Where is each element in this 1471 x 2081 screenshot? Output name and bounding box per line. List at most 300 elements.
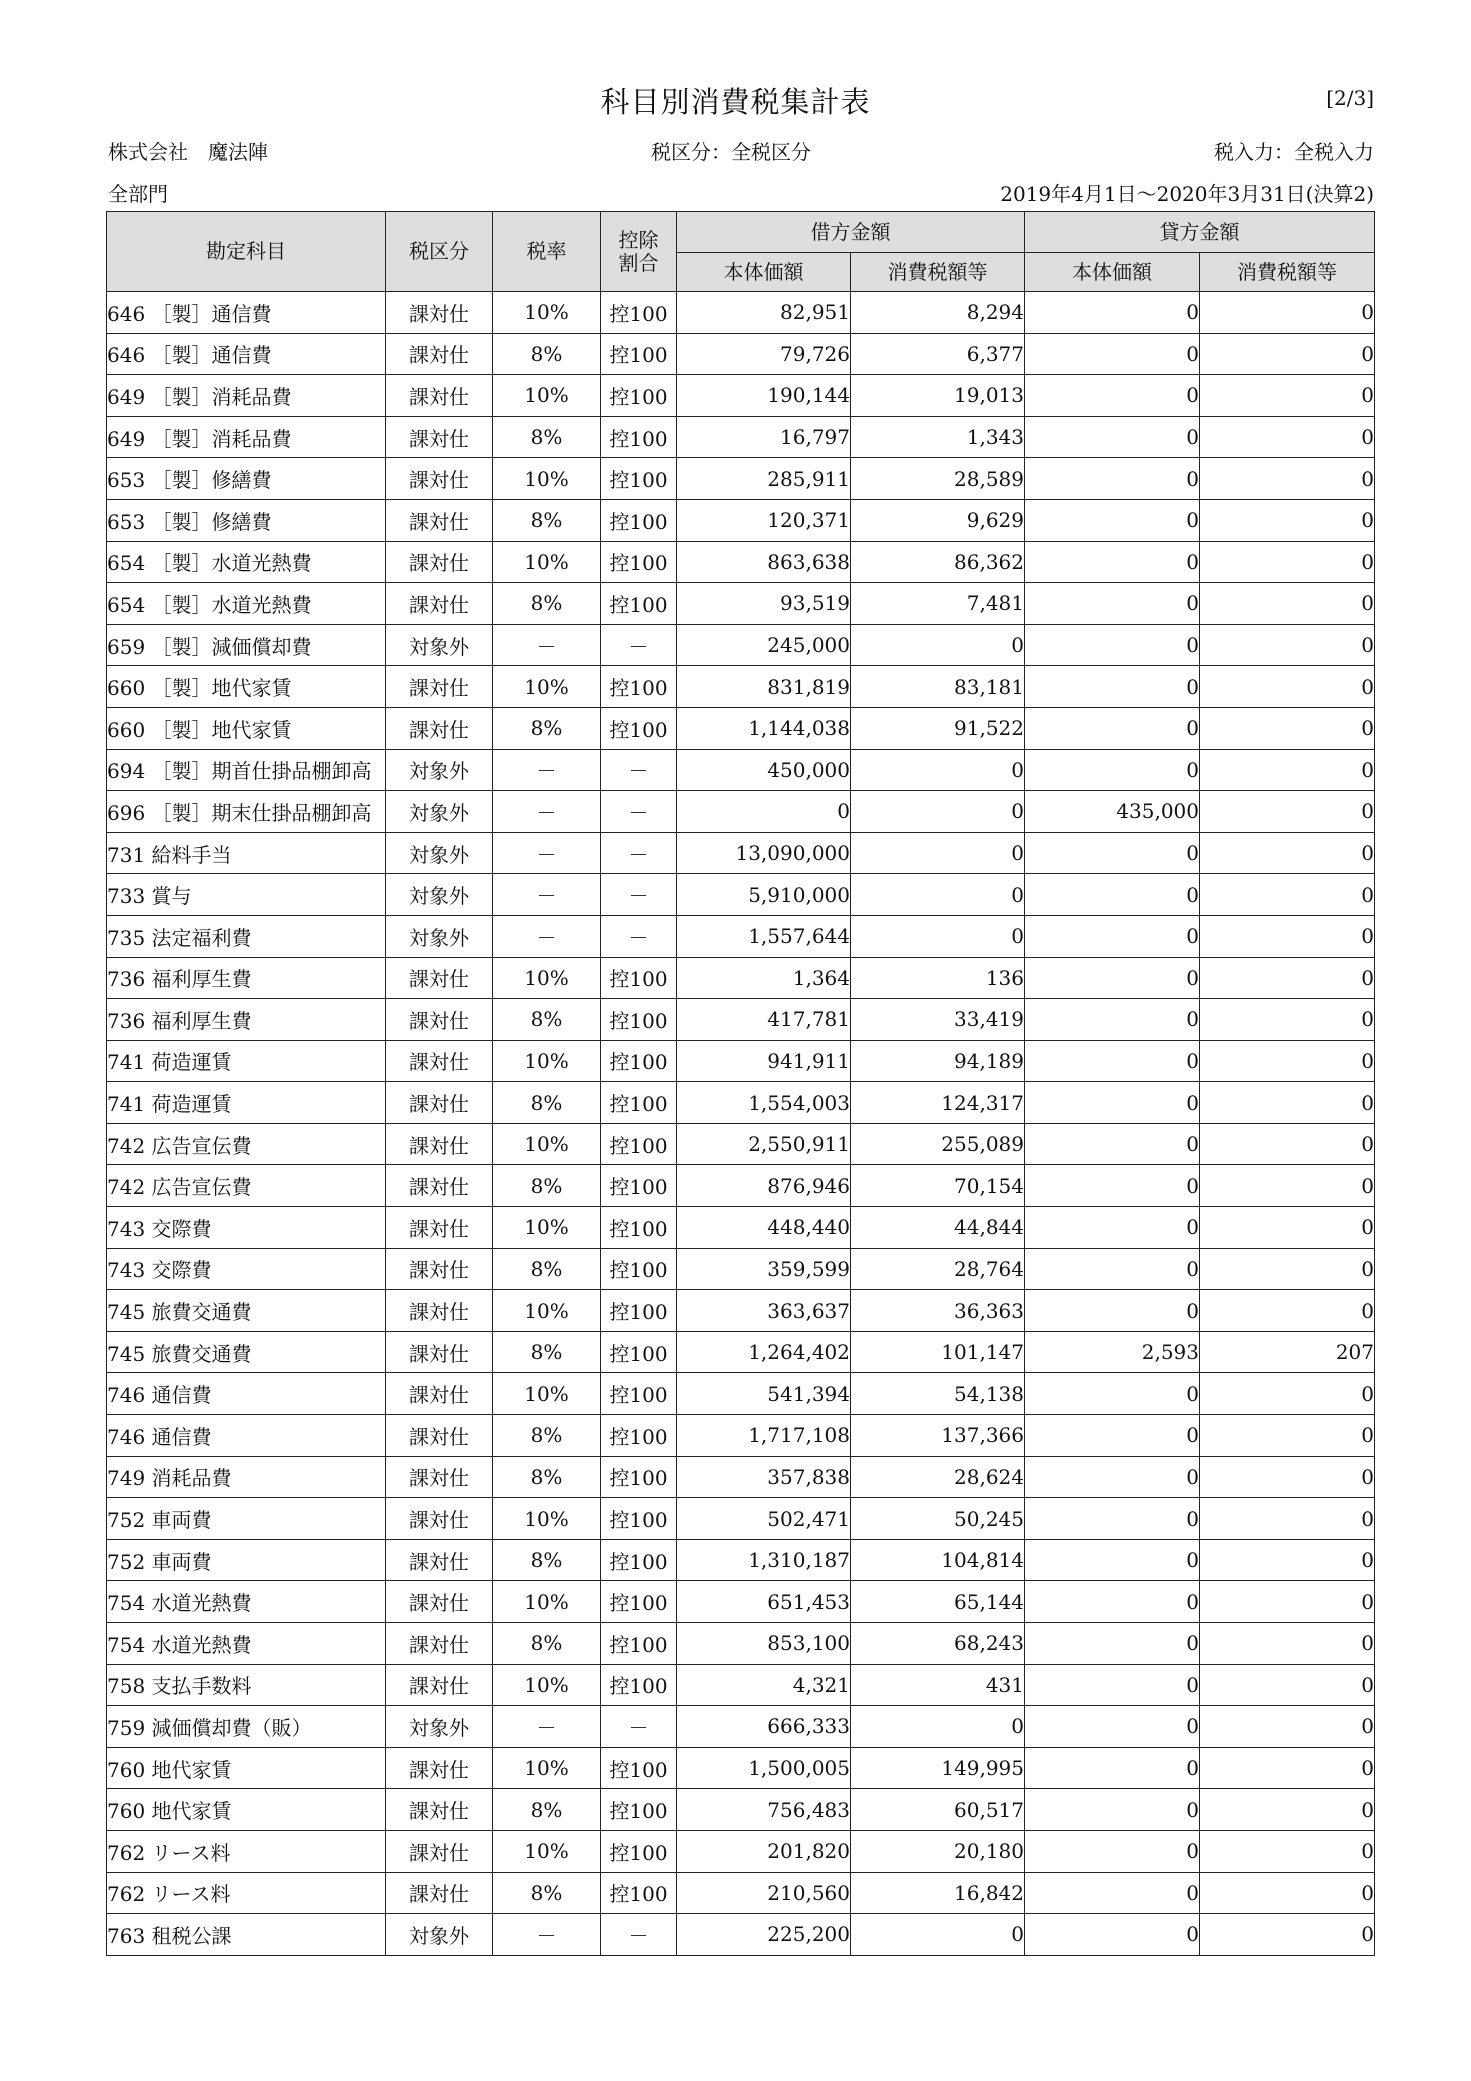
cell-tax-class: 課対仕 [386, 1872, 493, 1914]
cell-deduction: 控100 [601, 999, 677, 1041]
cell-debit-base: 651,453 [677, 1581, 851, 1623]
cell-debit-tax: 94,189 [851, 1040, 1025, 1082]
cell-tax-class: 課対仕 [386, 1040, 493, 1082]
table-row [107, 1082, 1375, 1124]
cell-account: 646 ［製］通信費 [107, 292, 386, 334]
cell-debit-base: 2,550,911 [677, 1123, 851, 1165]
cell-credit-base: 0 [1025, 957, 1200, 999]
cell-rate: 8% [493, 416, 601, 458]
cell-debit-tax: 0 [851, 1914, 1025, 1956]
cell-debit-base: 448,440 [677, 1207, 851, 1249]
tax-summary-table [106, 211, 1375, 1956]
cell-credit-base: 0 [1025, 1498, 1200, 1540]
cell-tax-class: 課対仕 [386, 707, 493, 749]
cell-debit-base: 4,321 [677, 1664, 851, 1706]
cell-debit-tax: 8,294 [851, 292, 1025, 334]
cell-rate: 10% [493, 292, 601, 334]
cell-deduction: 控100 [601, 1123, 677, 1165]
cell-deduction: － [601, 624, 677, 666]
table-row [107, 1331, 1375, 1373]
cell-credit-base: 0 [1025, 915, 1200, 957]
cell-credit-tax: 0 [1200, 1123, 1375, 1165]
cell-debit-base: 120,371 [677, 499, 851, 541]
header-debit-tax: 消費税額等 [851, 253, 1025, 292]
cell-credit-base: 0 [1025, 1415, 1200, 1457]
cell-account: 760 地代家賃 [107, 1747, 386, 1789]
cell-tax-class: 課対仕 [386, 666, 493, 708]
cell-credit-tax: 0 [1200, 1706, 1375, 1748]
cell-tax-class: 課対仕 [386, 1664, 493, 1706]
cell-deduction: 控100 [601, 1498, 677, 1540]
table-row [107, 416, 1375, 458]
cell-credit-base: 0 [1025, 292, 1200, 334]
table-row [107, 1872, 1375, 1914]
cell-deduction: 控100 [601, 1581, 677, 1623]
cell-tax-class: 課対仕 [386, 1747, 493, 1789]
cell-tax-class: 対象外 [386, 749, 493, 791]
cell-credit-tax: 0 [1200, 416, 1375, 458]
cell-debit-base: 5,910,000 [677, 874, 851, 916]
cell-debit-base: 1,554,003 [677, 1082, 851, 1124]
cell-account: 660 ［製］地代家賃 [107, 666, 386, 708]
cell-deduction: 控100 [601, 1747, 677, 1789]
cell-debit-base: 79,726 [677, 333, 851, 375]
cell-rate: 10% [493, 1207, 601, 1249]
cell-rate: － [493, 1914, 601, 1956]
table-row [107, 292, 1375, 334]
cell-account: 654 ［製］水道光熱費 [107, 583, 386, 625]
cell-credit-base: 0 [1025, 1747, 1200, 1789]
cell-debit-base: 1,264,402 [677, 1331, 851, 1373]
cell-deduction: － [601, 1914, 677, 1956]
cell-credit-tax: 0 [1200, 1872, 1375, 1914]
cell-account: 743 交際費 [107, 1207, 386, 1249]
cell-credit-base: 0 [1025, 1165, 1200, 1207]
header-debit-base: 本体価額 [677, 253, 851, 292]
cell-debit-base: 245,000 [677, 624, 851, 666]
cell-account: 760 地代家賃 [107, 1789, 386, 1831]
cell-debit-tax: 0 [851, 624, 1025, 666]
cell-account: 649 ［製］消耗品費 [107, 375, 386, 417]
cell-debit-base: 1,500,005 [677, 1747, 851, 1789]
cell-credit-base: 0 [1025, 333, 1200, 375]
header-debit: 借方金額 [677, 212, 1025, 253]
cell-credit-tax: 0 [1200, 957, 1375, 999]
cell-tax-class: 対象外 [386, 624, 493, 666]
cell-rate: － [493, 1706, 601, 1748]
cell-credit-base: 0 [1025, 1539, 1200, 1581]
cell-debit-base: 285,911 [677, 458, 851, 500]
cell-credit-tax: 0 [1200, 1415, 1375, 1457]
cell-account: 735 法定福利費 [107, 915, 386, 957]
report-title: 科目別消費税集計表 [600, 85, 871, 119]
cell-account: 694 ［製］期首仕掛品棚卸高 [107, 749, 386, 791]
cell-debit-tax: 20,180 [851, 1830, 1025, 1872]
table-row [107, 1040, 1375, 1082]
cell-debit-tax: 124,317 [851, 1082, 1025, 1124]
table-row [107, 999, 1375, 1041]
cell-debit-tax: 0 [851, 749, 1025, 791]
cell-debit-base: 93,519 [677, 583, 851, 625]
cell-tax-class: 課対仕 [386, 1290, 493, 1332]
cell-rate: 10% [493, 957, 601, 999]
header-rate: 税率 [493, 212, 601, 292]
header-credit-tax: 消費税額等 [1200, 253, 1375, 292]
cell-rate: － [493, 791, 601, 833]
cell-credit-base: 0 [1025, 749, 1200, 791]
cell-account: 762 リース料 [107, 1872, 386, 1914]
cell-account: 762 リース料 [107, 1830, 386, 1872]
cell-debit-base: 1,144,038 [677, 707, 851, 749]
cell-tax-class: 課対仕 [386, 1207, 493, 1249]
cell-credit-tax: 0 [1200, 1747, 1375, 1789]
cell-deduction: － [601, 1706, 677, 1748]
cell-tax-class: 課対仕 [386, 1415, 493, 1457]
header-deduction [601, 212, 677, 292]
cell-rate: － [493, 915, 601, 957]
table-row [107, 1914, 1375, 1956]
cell-credit-tax: 0 [1200, 749, 1375, 791]
cell-tax-class: 課対仕 [386, 1581, 493, 1623]
cell-account: 646 ［製］通信費 [107, 333, 386, 375]
cell-credit-tax: 0 [1200, 1248, 1375, 1290]
cell-rate: 8% [493, 1165, 601, 1207]
cell-credit-base: 0 [1025, 583, 1200, 625]
cell-tax-class: 課対仕 [386, 416, 493, 458]
cell-debit-tax: 101,147 [851, 1331, 1025, 1373]
cell-account: 660 ［製］地代家賃 [107, 707, 386, 749]
cell-credit-base: 2,593 [1025, 1331, 1200, 1373]
cell-deduction: － [601, 915, 677, 957]
table-row [107, 957, 1375, 999]
cell-rate: 8% [493, 1872, 601, 1914]
cell-credit-base: 0 [1025, 458, 1200, 500]
cell-debit-tax: 0 [851, 915, 1025, 957]
table-row [107, 1207, 1375, 1249]
cell-credit-tax: 0 [1200, 1290, 1375, 1332]
table-row [107, 666, 1375, 708]
table-row [107, 1581, 1375, 1623]
period-label: 2019年4月1日～2020年3月31日(決算2) [1000, 182, 1374, 206]
cell-deduction: 控100 [601, 666, 677, 708]
cell-account: 763 租税公課 [107, 1914, 386, 1956]
cell-credit-base: 0 [1025, 874, 1200, 916]
cell-rate: 10% [493, 1498, 601, 1540]
cell-rate: 8% [493, 1082, 601, 1124]
cell-debit-tax: 54,138 [851, 1373, 1025, 1415]
cell-debit-tax: 149,995 [851, 1747, 1025, 1789]
cell-tax-class: 対象外 [386, 1706, 493, 1748]
cell-deduction: 控100 [601, 1456, 677, 1498]
cell-credit-tax: 0 [1200, 458, 1375, 500]
cell-rate: 10% [493, 1290, 601, 1332]
company-name: 株式会社 魔法陣 [108, 140, 268, 164]
cell-credit-base: 0 [1025, 832, 1200, 874]
cell-tax-class: 対象外 [386, 791, 493, 833]
cell-debit-tax: 70,154 [851, 1165, 1025, 1207]
cell-deduction: 控100 [601, 499, 677, 541]
cell-debit-tax: 9,629 [851, 499, 1025, 541]
cell-debit-tax: 28,624 [851, 1456, 1025, 1498]
cell-debit-tax: 136 [851, 957, 1025, 999]
cell-credit-tax: 0 [1200, 333, 1375, 375]
table-row [107, 707, 1375, 749]
cell-deduction: 控100 [601, 458, 677, 500]
cell-credit-tax: 0 [1200, 1789, 1375, 1831]
cell-debit-base: 863,638 [677, 541, 851, 583]
cell-debit-tax: 91,522 [851, 707, 1025, 749]
cell-account: 736 福利厚生費 [107, 999, 386, 1041]
cell-credit-tax: 0 [1200, 832, 1375, 874]
cell-rate: 8% [493, 1415, 601, 1457]
cell-credit-tax: 0 [1200, 999, 1375, 1041]
cell-tax-class: 課対仕 [386, 1248, 493, 1290]
cell-debit-tax: 44,844 [851, 1207, 1025, 1249]
cell-credit-tax: 207 [1200, 1331, 1375, 1373]
table-row [107, 1456, 1375, 1498]
cell-rate: 8% [493, 1623, 601, 1665]
cell-tax-class: 対象外 [386, 1914, 493, 1956]
page-number: [2/3] [1326, 86, 1374, 110]
cell-credit-tax: 0 [1200, 624, 1375, 666]
header-credit-base: 本体価額 [1025, 253, 1200, 292]
cell-debit-base: 756,483 [677, 1789, 851, 1831]
cell-rate: － [493, 749, 601, 791]
cell-deduction: 控100 [601, 416, 677, 458]
table-row [107, 1789, 1375, 1831]
cell-credit-tax: 0 [1200, 375, 1375, 417]
cell-rate: 8% [493, 1331, 601, 1373]
cell-deduction: 控100 [601, 1165, 677, 1207]
cell-credit-tax: 0 [1200, 1373, 1375, 1415]
cell-tax-class: 課対仕 [386, 1623, 493, 1665]
table-row [107, 1123, 1375, 1165]
table-row [107, 1830, 1375, 1872]
cell-credit-base: 0 [1025, 1872, 1200, 1914]
cell-credit-base: 0 [1025, 1123, 1200, 1165]
cell-credit-base: 0 [1025, 624, 1200, 666]
cell-tax-class: 課対仕 [386, 1123, 493, 1165]
tax-class-filter: 税区分：全税区分 [651, 140, 811, 164]
cell-credit-tax: 0 [1200, 707, 1375, 749]
cell-debit-base: 210,560 [677, 1872, 851, 1914]
cell-debit-tax: 0 [851, 1706, 1025, 1748]
table-row [107, 499, 1375, 541]
cell-credit-base: 0 [1025, 1373, 1200, 1415]
cell-rate: 8% [493, 1789, 601, 1831]
cell-rate: 10% [493, 1664, 601, 1706]
cell-account: 745 旅費交通費 [107, 1290, 386, 1332]
cell-deduction: 控100 [601, 1248, 677, 1290]
table-row [107, 791, 1375, 833]
cell-deduction: － [601, 832, 677, 874]
cell-tax-class: 課対仕 [386, 999, 493, 1041]
cell-deduction: 控100 [601, 583, 677, 625]
cell-debit-base: 1,364 [677, 957, 851, 999]
table-row [107, 1290, 1375, 1332]
table-row [107, 541, 1375, 583]
cell-tax-class: 課対仕 [386, 1373, 493, 1415]
cell-debit-tax: 431 [851, 1664, 1025, 1706]
cell-tax-class: 課対仕 [386, 458, 493, 500]
table-row [107, 1706, 1375, 1748]
cell-deduction: 控100 [601, 1872, 677, 1914]
cell-credit-tax: 0 [1200, 499, 1375, 541]
cell-debit-tax: 68,243 [851, 1623, 1025, 1665]
cell-account: 659 ［製］減価償却費 [107, 624, 386, 666]
cell-credit-tax: 0 [1200, 1082, 1375, 1124]
cell-rate: 10% [493, 1123, 601, 1165]
cell-credit-base: 0 [1025, 416, 1200, 458]
cell-tax-class: 課対仕 [386, 1165, 493, 1207]
cell-deduction: － [601, 749, 677, 791]
cell-rate: － [493, 874, 601, 916]
cell-debit-base: 13,090,000 [677, 832, 851, 874]
cell-debit-tax: 1,343 [851, 416, 1025, 458]
cell-tax-class: 課対仕 [386, 292, 493, 334]
table-row [107, 874, 1375, 916]
cell-debit-tax: 6,377 [851, 333, 1025, 375]
cell-debit-tax: 0 [851, 874, 1025, 916]
cell-tax-class: 課対仕 [386, 1498, 493, 1540]
header-tax-class: 税区分 [386, 212, 493, 292]
cell-tax-class: 課対仕 [386, 541, 493, 583]
cell-tax-class: 課対仕 [386, 583, 493, 625]
cell-account: 654 ［製］水道光熱費 [107, 541, 386, 583]
cell-debit-base: 502,471 [677, 1498, 851, 1540]
cell-credit-base: 0 [1025, 1040, 1200, 1082]
cell-tax-class: 課対仕 [386, 1331, 493, 1373]
cell-deduction: 控100 [601, 541, 677, 583]
cell-debit-tax: 137,366 [851, 1415, 1025, 1457]
cell-credit-base: 0 [1025, 999, 1200, 1041]
cell-tax-class: 対象外 [386, 915, 493, 957]
cell-account: 733 賞与 [107, 874, 386, 916]
cell-tax-class: 対象外 [386, 832, 493, 874]
table-row [107, 458, 1375, 500]
cell-tax-class: 対象外 [386, 874, 493, 916]
cell-rate: 8% [493, 707, 601, 749]
table-body [107, 292, 1375, 1956]
table-row [107, 749, 1375, 791]
cell-tax-class: 課対仕 [386, 1456, 493, 1498]
cell-debit-base: 363,637 [677, 1290, 851, 1332]
cell-tax-class: 課対仕 [386, 1789, 493, 1831]
cell-credit-base: 0 [1025, 499, 1200, 541]
cell-debit-base: 1,717,108 [677, 1415, 851, 1457]
cell-credit-base: 0 [1025, 666, 1200, 708]
cell-debit-tax: 19,013 [851, 375, 1025, 417]
table-row [107, 333, 1375, 375]
cell-debit-tax: 0 [851, 832, 1025, 874]
cell-deduction: 控100 [601, 1415, 677, 1457]
table-row [107, 1623, 1375, 1665]
cell-debit-tax: 36,363 [851, 1290, 1025, 1332]
cell-debit-base: 225,200 [677, 1914, 851, 1956]
cell-rate: 10% [493, 458, 601, 500]
cell-debit-tax: 86,362 [851, 541, 1025, 583]
cell-account: 742 広告宣伝費 [107, 1123, 386, 1165]
tax-input-filter: 税入力：全税入力 [1214, 140, 1374, 164]
cell-rate: 8% [493, 1248, 601, 1290]
cell-account: 741 荷造運賃 [107, 1082, 386, 1124]
cell-debit-base: 876,946 [677, 1165, 851, 1207]
table-row [107, 1165, 1375, 1207]
cell-rate: 8% [493, 1456, 601, 1498]
cell-tax-class: 課対仕 [386, 375, 493, 417]
cell-account: 746 通信費 [107, 1415, 386, 1457]
cell-credit-tax: 0 [1200, 583, 1375, 625]
cell-rate: 10% [493, 541, 601, 583]
cell-rate: 10% [493, 1040, 601, 1082]
cell-deduction: 控100 [601, 333, 677, 375]
cell-credit-base: 0 [1025, 1207, 1200, 1249]
cell-account: 746 通信費 [107, 1373, 386, 1415]
cell-credit-tax: 0 [1200, 1456, 1375, 1498]
cell-deduction: － [601, 874, 677, 916]
cell-credit-tax: 0 [1200, 1165, 1375, 1207]
cell-debit-base: 359,599 [677, 1248, 851, 1290]
cell-deduction: 控100 [601, 1539, 677, 1581]
cell-deduction: 控100 [601, 1789, 677, 1831]
cell-account: 759 減価償却費（販） [107, 1706, 386, 1748]
cell-deduction: 控100 [601, 1373, 677, 1415]
cell-credit-base: 0 [1025, 1456, 1200, 1498]
cell-deduction: 控100 [601, 375, 677, 417]
cell-debit-tax: 65,144 [851, 1581, 1025, 1623]
cell-deduction: 控100 [601, 1290, 677, 1332]
cell-debit-base: 82,951 [677, 292, 851, 334]
cell-tax-class: 課対仕 [386, 1830, 493, 1872]
table-row [107, 1539, 1375, 1581]
cell-deduction: 控100 [601, 707, 677, 749]
cell-account: 745 旅費交通費 [107, 1331, 386, 1373]
cell-rate: 8% [493, 333, 601, 375]
table-row [107, 583, 1375, 625]
table-row [107, 915, 1375, 957]
cell-debit-base: 831,819 [677, 666, 851, 708]
cell-account: 736 福利厚生費 [107, 957, 386, 999]
cell-deduction: 控100 [601, 1331, 677, 1373]
table-row [107, 1498, 1375, 1540]
table-row [107, 1747, 1375, 1789]
cell-rate: 8% [493, 999, 601, 1041]
cell-credit-base: 0 [1025, 707, 1200, 749]
cell-tax-class: 課対仕 [386, 333, 493, 375]
cell-tax-class: 課対仕 [386, 1539, 493, 1581]
cell-deduction: 控100 [601, 1040, 677, 1082]
cell-tax-class: 課対仕 [386, 957, 493, 999]
cell-deduction: 控100 [601, 1082, 677, 1124]
cell-account: 731 給料手当 [107, 832, 386, 874]
cell-rate: － [493, 832, 601, 874]
cell-deduction: － [601, 791, 677, 833]
cell-rate: 10% [493, 666, 601, 708]
cell-rate: 8% [493, 1539, 601, 1581]
cell-credit-tax: 0 [1200, 1914, 1375, 1956]
cell-debit-tax: 60,517 [851, 1789, 1025, 1831]
cell-credit-tax: 0 [1200, 874, 1375, 916]
cell-debit-tax: 7,481 [851, 583, 1025, 625]
cell-account: 743 交際費 [107, 1248, 386, 1290]
cell-rate: 8% [493, 499, 601, 541]
cell-rate: 10% [493, 1830, 601, 1872]
cell-debit-tax: 28,589 [851, 458, 1025, 500]
table-row [107, 1664, 1375, 1706]
cell-debit-base: 0 [677, 791, 851, 833]
cell-deduction: 控100 [601, 957, 677, 999]
cell-debit-tax: 33,419 [851, 999, 1025, 1041]
